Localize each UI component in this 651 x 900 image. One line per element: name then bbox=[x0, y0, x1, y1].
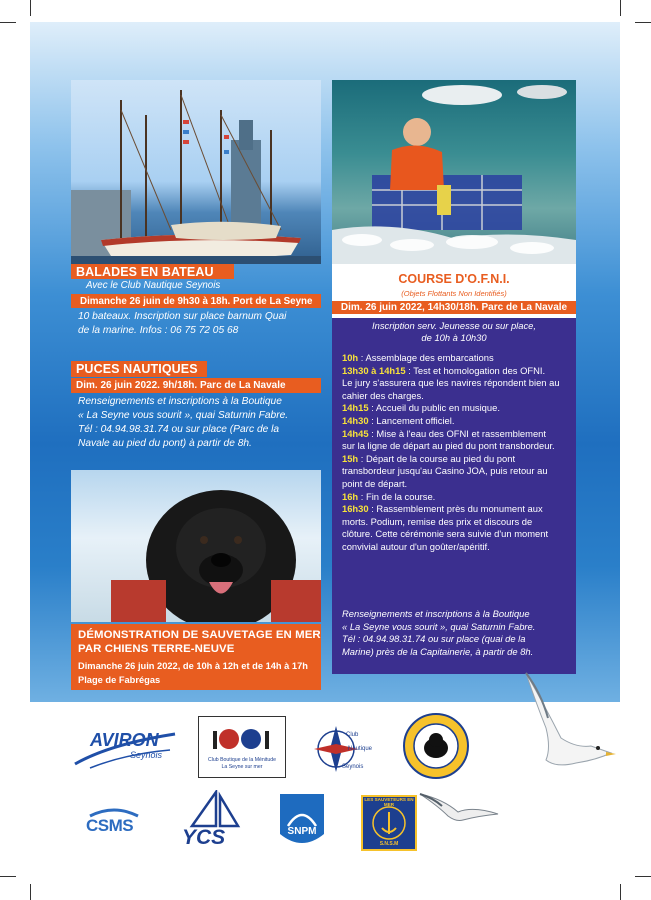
snsm-ring-text: LES SAUVETEURS EN MER bbox=[364, 797, 414, 807]
ofni-program-time: 16h bbox=[342, 490, 359, 502]
ofni-program-text: sur la ligne de départ au pied du pont transbordeur. bbox=[342, 440, 555, 452]
ofni-program-line: 14h15 : Accueil du public en musique. bbox=[342, 402, 500, 414]
ofni-program-time: 13h30 à 14h15 bbox=[342, 364, 406, 376]
balades-title: BALADES EN BATEAU bbox=[76, 265, 214, 279]
boats-photo bbox=[71, 80, 321, 264]
puces-line3: Tél : 04.94.98.31.74 ou sur place (Parc de la bbox=[78, 424, 280, 435]
snsm-logo bbox=[360, 794, 418, 852]
balades-date: Dimanche 26 juin de 9h30 à 18h. Port de La Seyne bbox=[80, 296, 313, 307]
dog-photo bbox=[71, 470, 321, 622]
puces-title: PUCES NAUTIQUES bbox=[76, 362, 198, 376]
ofni-program-text: Le jury s'assurera que les navires répondent bien au bbox=[342, 377, 560, 389]
ofni-info-line: Marine) près de la Capitainerie, à partir de 8h. bbox=[342, 645, 534, 657]
ofni-program-line: 14h30 : Lancement officiel. bbox=[342, 414, 455, 426]
snsm-text: S.N.S.M bbox=[379, 841, 399, 847]
ofni-program-line bbox=[342, 516, 570, 529]
ofni-program-text: cahier des charges. bbox=[342, 389, 424, 401]
ofni-program-time: 14h30 bbox=[342, 414, 369, 426]
ycs-text: YCS bbox=[182, 826, 226, 849]
ofni-program-line: 15h : Départ de la course au pied du pont bbox=[342, 452, 516, 464]
aviron-text: AVIRON bbox=[90, 730, 159, 750]
seagull-large-icon bbox=[516, 668, 620, 788]
club-nautique-seynois-logo bbox=[312, 724, 373, 774]
crop-mark bbox=[620, 0, 621, 16]
ofni-title: COURSE D'O.F.N.I. bbox=[398, 272, 510, 286]
ofni-program-text: Lancement officiel. bbox=[376, 414, 455, 426]
ofni-program-line: 13h30 à 14h15 : Test et homologation des OFNI. bbox=[342, 364, 546, 376]
sauvetage-title-1: DÉMONSTRATION DE SAUVETAGE EN MER bbox=[78, 629, 321, 641]
csms-text: CSMS bbox=[86, 816, 134, 835]
ofni-program-text: Test et homologation des OFNI. bbox=[413, 364, 546, 376]
crop-mark bbox=[30, 884, 31, 900]
boutique-text-1: Club Boutique de la Ménitude bbox=[207, 757, 277, 763]
cns-text-2: Nautique bbox=[348, 746, 373, 752]
ofni-info-line: Tél : 04.94.98.31.74 ou sur place (quai de la bbox=[342, 633, 526, 645]
aviron-seynois-logo bbox=[70, 724, 180, 772]
ofni-program-text: Fin de la course. bbox=[365, 490, 436, 502]
ofni-program-text: Départ de la course au pied du pont bbox=[365, 452, 516, 464]
balades-line1: 10 bateaux. Inscription sur place barnum Quai bbox=[78, 311, 287, 322]
cns-text-3: Seynois bbox=[342, 764, 364, 770]
ofni-photo bbox=[332, 80, 576, 264]
ofni-program-line bbox=[342, 390, 570, 403]
crop-mark bbox=[0, 22, 16, 23]
crop-mark bbox=[30, 0, 31, 16]
ofni-info bbox=[342, 608, 570, 658]
puces-line1: Renseignements et inscriptions à la Boutique bbox=[78, 396, 282, 407]
sauvetage-place: Plage de Fabrégas bbox=[78, 675, 161, 685]
snpm-text: SNPM bbox=[287, 826, 317, 837]
ofni-program-line bbox=[342, 465, 570, 478]
sauvetage-title-2: PAR CHIENS TERRE-NEUVE bbox=[78, 643, 235, 655]
seagull-small-icon bbox=[418, 784, 500, 828]
ofni-program-line bbox=[342, 541, 570, 554]
ofni-program-line: 16h30 : Rassemblement près du monument aux bbox=[342, 503, 543, 515]
balades-line2: de la marine. Infos : 06 75 72 05 68 bbox=[78, 325, 239, 336]
crop-mark bbox=[0, 876, 16, 877]
ofni-program-text: Rassemblement près du monument aux bbox=[376, 503, 543, 515]
ofni-inscription-1: Inscription serv. Jeunesse ou sur place, bbox=[372, 320, 536, 331]
ofni-program-line bbox=[342, 377, 570, 390]
ofni-program-time: 15h bbox=[342, 452, 359, 464]
ofni-program-line: 10h : Assemblage des embarcations bbox=[342, 352, 494, 363]
ofni-program-text: Accueil du public en musique. bbox=[375, 402, 500, 414]
ofni-program-time: 14h45 bbox=[342, 427, 369, 439]
ofni-program-time: 14h15 bbox=[342, 402, 369, 414]
puces-date: Dim. 26 juin 2022. 9h/18h. Parc de La Navale bbox=[76, 380, 286, 391]
boutique-logo bbox=[198, 716, 286, 778]
crop-mark bbox=[635, 876, 651, 877]
ofni-program-time: 16h30 bbox=[342, 503, 369, 515]
ofni-program-line bbox=[342, 528, 570, 541]
ofni-program-line: 14h45 : Mise à l'eau des OFNI et rassemblement bbox=[342, 427, 546, 439]
sauvetage-date: Dimanche 26 juin 2022, de 10h à 12h et de 14h à 17h bbox=[78, 661, 308, 671]
aviron-sub: Seynois bbox=[130, 750, 163, 760]
ofni-date: Dim. 26 juin 2022, 14h30/18h. Parc de La Navale bbox=[332, 301, 576, 314]
ofni-program-text: Mise à l'eau des OFNI et rassemblement bbox=[376, 427, 546, 439]
ofni-program-text: clôture. Cette cérémonie sera suivie d'un moment bbox=[342, 528, 549, 540]
ofni-program bbox=[342, 352, 570, 554]
ofni-program-line: 16h : Fin de la course. bbox=[342, 490, 436, 502]
csms-logo bbox=[82, 804, 146, 850]
ofni-inscription-2: de 10h à 10h30 bbox=[421, 332, 487, 343]
terre-neuve-logo bbox=[402, 712, 470, 780]
ofni-program-text: transbordeur jusqu'au Casino JOA, puis retour au bbox=[342, 465, 548, 477]
ofni-program-text: Assemblage des embarcations bbox=[365, 352, 494, 363]
ofni-program-line bbox=[342, 478, 570, 491]
ofni-program-text: point de départ. bbox=[342, 477, 408, 489]
ofni-info-line: Renseignements et inscriptions à la Boutique bbox=[342, 608, 530, 619]
ofni-program-text: morts. Podium, remise des prix et discours de bbox=[342, 515, 533, 527]
snpm-logo bbox=[274, 790, 330, 854]
puces-line4: Navale au pied du pont) à partir de 8h. bbox=[78, 438, 252, 449]
crop-mark bbox=[620, 884, 621, 900]
ofni-program-line bbox=[342, 440, 570, 453]
ycs-logo bbox=[178, 790, 250, 854]
puces-line2: « La Seyne vous sourit », quai Saturnin Fabre. bbox=[78, 410, 289, 421]
boutique-text-2: La Seyne sur mer bbox=[221, 764, 263, 770]
ofni-program-text: convivial autour d'un goûter/apéritif. bbox=[342, 540, 490, 552]
ofni-info-line: « La Seyne vous sourit », quai Saturnin Fabre. bbox=[342, 620, 536, 632]
ofni-subtitle: (Objets Flottants Non Identifiés) bbox=[401, 289, 507, 298]
balades-club: Avec le Club Nautique Seynois bbox=[86, 280, 221, 291]
ofni-program-time: 10h bbox=[342, 352, 359, 363]
cns-text-1: Club bbox=[346, 732, 359, 738]
crop-mark bbox=[635, 22, 651, 23]
